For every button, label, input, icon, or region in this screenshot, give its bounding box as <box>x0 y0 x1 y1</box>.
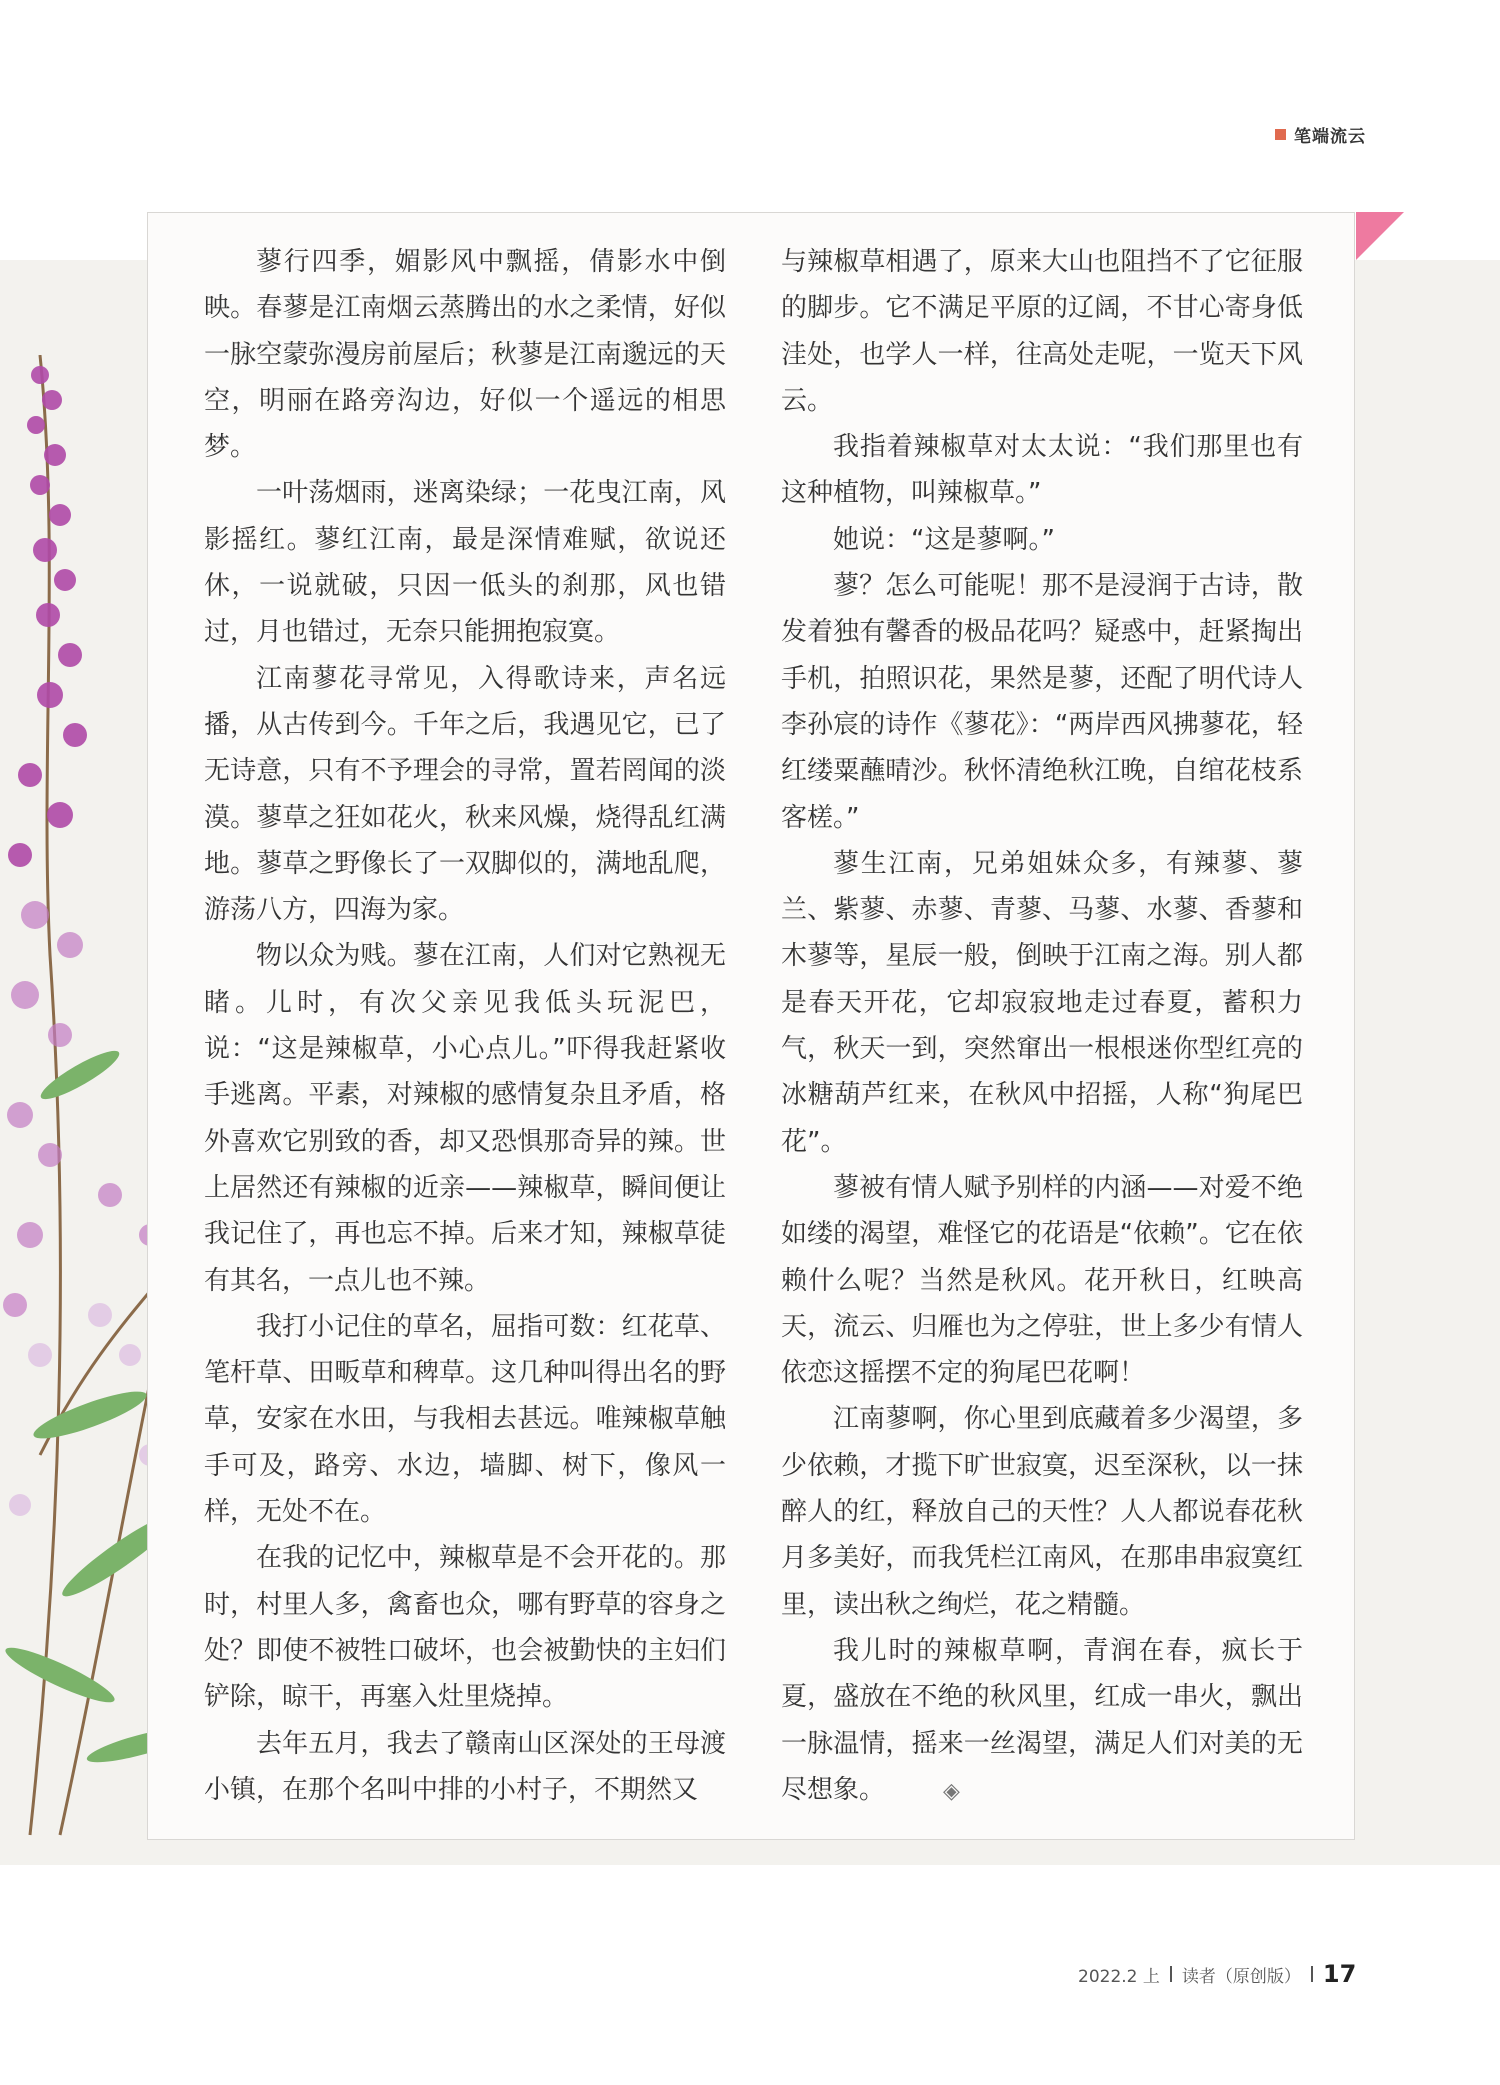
paragraph: 与辣椒草相遇了，原来大山也阻挡不了它征服的脚步。它不满足平原的辽阔，不甘心寄身低洼处，也学人一样，往高处走呢，一览天下风云。 <box>781 247 1303 416</box>
paragraph: 在我的记忆中，辣椒草是不会开花的。那时，村里人多，禽畜也众，哪有野草的容身之处？即使不被牲口破坏，也会被勤快的主妇们铲除，晾干，再塞入灶里烧掉。 <box>204 1543 726 1713</box>
article-column-right <box>781 239 1303 1815</box>
section-title: 笔端流云 <box>1294 127 1366 147</box>
paragraph: 去年五月，我去了赣南山区深处的王母渡小镇，在那个名叫中排的小村子，不期然又 <box>204 1728 726 1805</box>
article-column-left <box>204 239 726 1813</box>
paragraph: 她说：“这是蓼啊。” <box>833 524 1055 555</box>
paragraph: 蓼被有情人赋予别样的内涵——对爱不绝如缕的渴望，难怪它的花语是“依赖”。它在依赖什么呢？当然是秋风。花开秋日，红映高天，流云、归雁也为之停驻，世上多少有情人依恋这摇摆不定的狗尾巴花啊！ <box>781 1172 1303 1389</box>
paragraph: 物以众为贱。蓼在江南，人们对它熟视无睹。儿时，有次父亲见我低头玩泥巴，说：“这是辣椒草，小心点儿。”吓得我赶紧收手逃离。平素，对辣椒的感情复杂且矛盾，格外喜欢它别致的香，却又恐惧那奇异的辣。世上居然还有辣椒的近亲——辣椒草，瞬间便让我记住了，再也忘不掉。后来才知，辣椒草徒有其名，一点儿也不辣。 <box>204 941 726 1296</box>
issue-label: 2022.2 上 <box>1078 1966 1160 1987</box>
paragraph: 江南蓼花寻常见，入得歌诗来，声名远播，从古传到今。千年之后，我遇见它，已了无诗意，只有不予理会的寻常，置若罔闻的淡漠。蓼草之狂如花火，秋来风燥，烧得乱红满地。蓼草之野像长了一双脚似的，满地乱爬，游荡八方，四海为家。 <box>204 663 726 926</box>
footer-divider <box>1170 1966 1172 1982</box>
paragraph: 蓼？怎么可能呢！那不是浸润于古诗，散发着独有馨香的极品花吗？疑惑中，赶紧掏出手机，拍照识花，果然是蓼，还配了明代诗人李孙宸的诗作《蓼花》：“两岸西风拂蓼花，轻红缕粟蘸晴沙。秋怀清绝秋江晚，自绾花枝系客槎。” <box>781 571 1303 833</box>
article-panel <box>147 212 1355 1840</box>
paragraph: 蓼行四季，媚影风中飘摇，倩影水中倒映。春蓼是江南烟云蒸腾出的水之柔情，好似一脉空蒙弥漫房前屋后；秋蓼是江南邈远的天空，明丽在路旁沟边，好似一个遥远的相思梦。 <box>204 247 726 463</box>
paragraph: 我指着辣椒草对太太说：“我们那里也有这种植物，叫辣椒草。” <box>781 432 1303 509</box>
paragraph: 蓼生江南，兄弟姐妹众多，有辣蓼、蓼兰、紫蓼、赤蓼、青蓼、马蓼、水蓼、香蓼和木蓼等，星辰一般，倒映于江南之海。别人都是春天开花，它却寂寂地走过春夏，蓄积力气，秋天一到，突然窜出一根根迷你型红亮的冰糖葫芦红来，在秋风中招摇，人称“狗尾巴花”。 <box>781 848 1303 1157</box>
paragraph: 一叶荡烟雨，迷离染绿；一花曳江南，风影摇红。蓼红江南，最是深情难赋，欲说还休，一说就破，只因一低头的刹那，风也错过，月也错过，无奈只能拥抱寂寞。 <box>204 478 726 648</box>
magazine-name: 读者（原创版） <box>1181 1966 1301 1987</box>
section-header <box>1275 122 1366 147</box>
footer-divider <box>1311 1966 1313 1982</box>
end-mark-icon: ◈ <box>943 1778 960 1804</box>
paragraph: 我打小记住的草名，屈指可数：红花草、笔杆草、田畈草和稗草。这几种叫得出名的野草，安家在水田，与我相去甚远。唯辣椒草触手可及，路旁、水边，墙脚、树下，像风一样，无处不在。 <box>204 1311 726 1528</box>
page-footer <box>1078 1960 1356 1988</box>
paragraph-last <box>781 1628 1303 1815</box>
section-square-icon <box>1275 129 1286 140</box>
page-number: 17 <box>1322 1960 1357 1988</box>
paragraph-text: 我儿时的辣椒草啊，青润在春，疯长于夏，盛放在不绝的秋风里，红成一串火，飘出一脉温情，摇来一丝渴望，满足人们对美的无尽想象。 <box>781 1635 1303 1805</box>
paragraph: 江南蓼啊，你心里到底藏着多少渴望，多少依赖，才揽下旷世寂寞，迟至深秋，以一抹醉人的红，释放自己的天性？人人都说春花秋月多美好，而我凭栏江南风，在那串串寂寞红里，读出秋之绚烂，花之精髓。 <box>781 1404 1303 1620</box>
corner-tab <box>1356 212 1404 260</box>
